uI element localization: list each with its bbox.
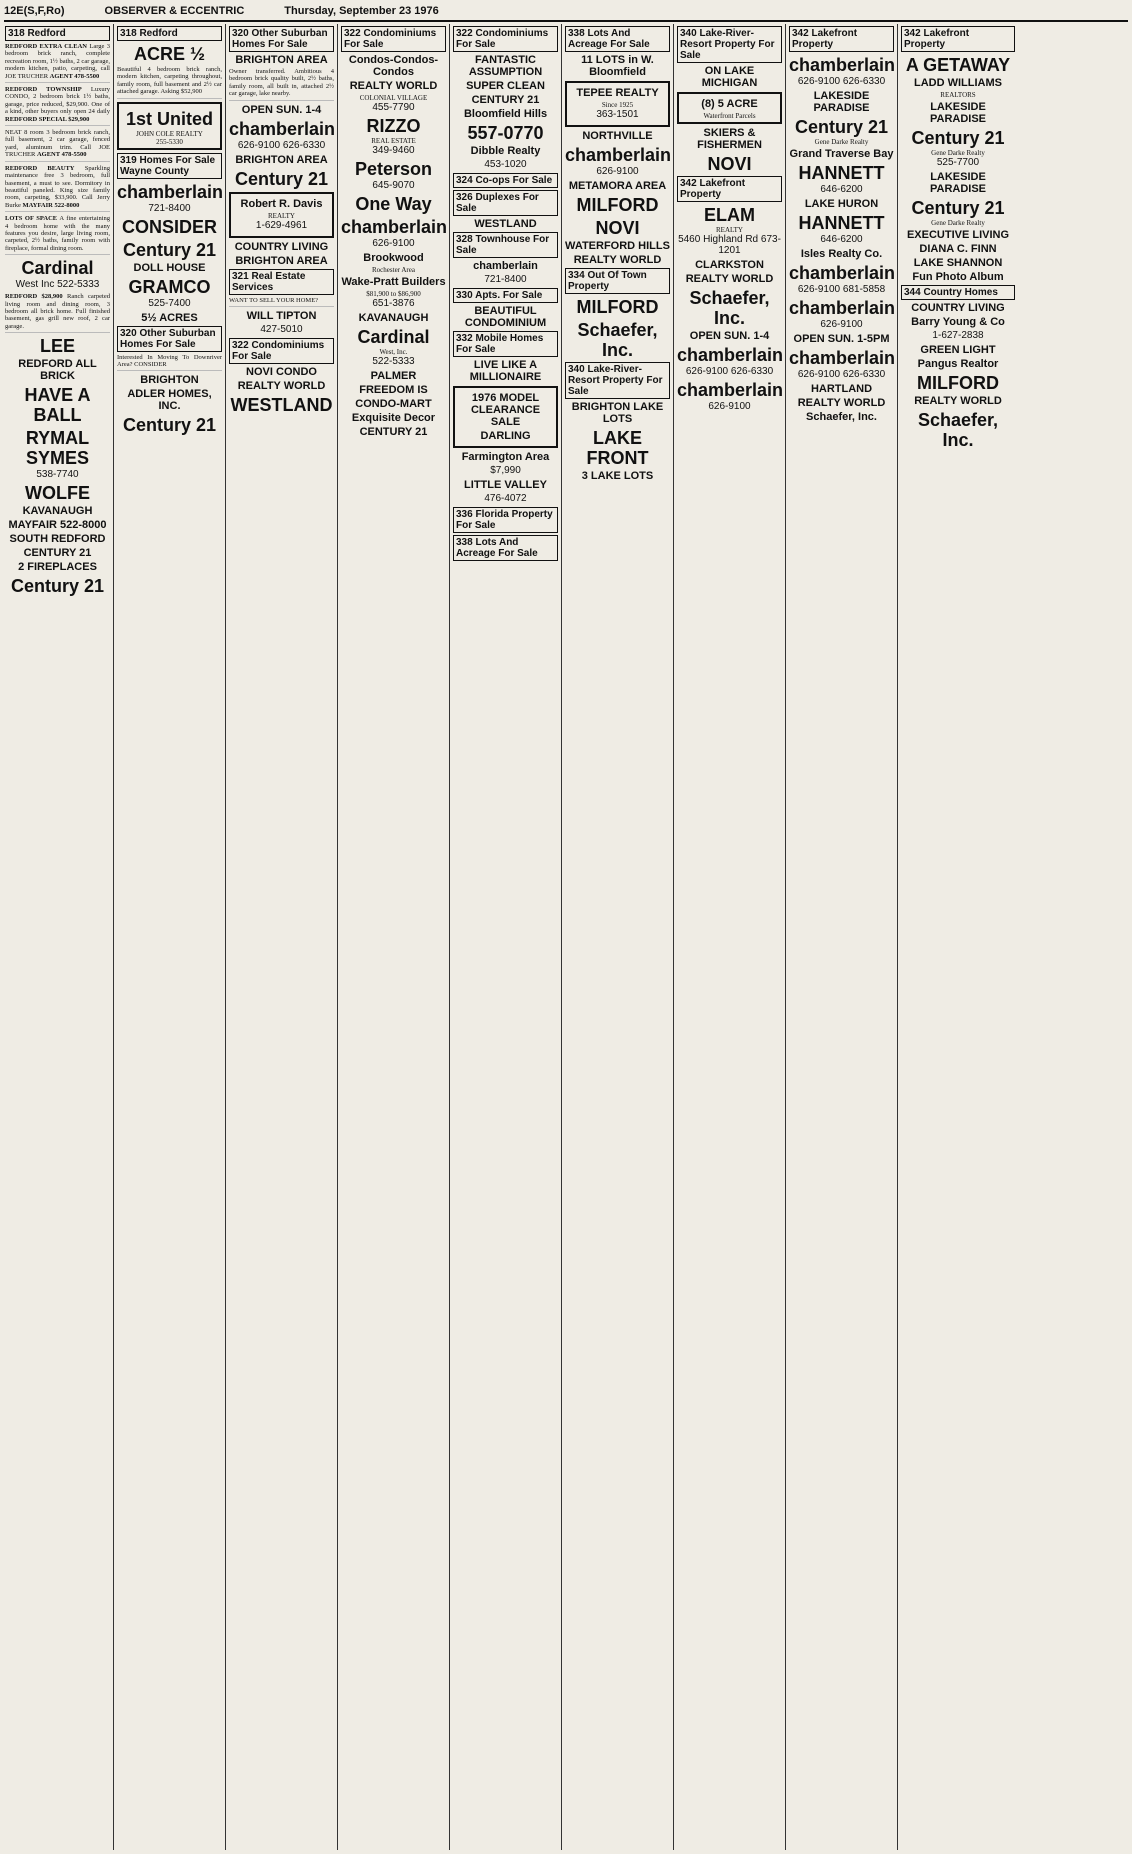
- ad-banner: LIVE LIKE A MILLIONAIRE: [469, 359, 542, 383]
- ad-banner: REALTY WORLD: [797, 397, 886, 409]
- ad-banner: chamberlain: [789, 298, 896, 318]
- listing: [5, 129, 110, 162]
- section-heading: 324 Co-ops For Sale: [453, 173, 558, 188]
- ad-sub: $81,900 to $86,900: [366, 290, 421, 298]
- ad-phone: 721-8400: [148, 202, 191, 214]
- ad-banner: Exquisite Decor: [351, 412, 436, 424]
- ad-banner: BRIGHTON: [140, 374, 199, 387]
- ad-banner: Bloomfield Hills: [463, 108, 548, 120]
- ad-banner: SUPER CLEAN: [466, 80, 545, 92]
- section-heading: 322 Condominiums For Sale: [229, 338, 334, 364]
- ad-banner: 5½ ACRES: [141, 311, 198, 324]
- ad-sub: Waterfront Parcels: [703, 112, 756, 120]
- ad-banner: 1st United: [125, 108, 213, 129]
- ad-sub: Since 1925: [601, 101, 634, 109]
- ad-phone: 255-5330: [156, 137, 183, 146]
- ad-banner: NOVI: [595, 218, 640, 238]
- ad-banner: 1976 MODEL CLEARANCE SALE: [470, 392, 541, 428]
- ad-phone: 646-6200: [820, 234, 863, 245]
- issue-date: Thursday, September 23 1976: [284, 5, 439, 17]
- ad-phone: 626-9100 626-6330: [237, 139, 326, 151]
- section-heading: 342 Lakefront Property: [677, 176, 782, 202]
- ad-banner: Dibble Realty: [470, 145, 541, 157]
- listing-text: Beautiful 4 bedroom brick ranch, modern kitchen, carpeting throughout, family room, full basement and 2½ car attached garage. Asking $52,900: [117, 66, 222, 99]
- ad-banner: OPEN SUN. 1-4: [689, 330, 770, 342]
- ad-banner: chamberlain: [229, 118, 336, 139]
- listing-title: REDFORD BEAUTY: [5, 164, 75, 172]
- ad-banner: Century 21: [234, 168, 329, 189]
- column-7: [674, 24, 786, 1850]
- ad-banner: CLARKSTON: [695, 259, 764, 271]
- listing-text: Interested In Moving To Downriver Area? CONSIDER: [117, 354, 222, 372]
- listing-contact: MAYFAIR 522-8000: [22, 201, 80, 209]
- section-heading: 340 Lake-River-Resort Property For Sale: [677, 26, 782, 63]
- column-2: [114, 24, 226, 1850]
- ad-sub: Rochester Area: [372, 266, 415, 274]
- ad-sub: West, Inc.: [379, 348, 408, 356]
- ad-banner: chamberlain: [565, 145, 672, 165]
- listing-text: Owner transferred. Ambitious 4 bedroom brick quality built, 2½ baths, family room, all built in, attached 2½ car garage, lake nearby.: [229, 68, 334, 101]
- ad-banner: GREEN LIGHT: [920, 344, 996, 356]
- ad-phone: 651-3876: [372, 298, 415, 309]
- ad-banner: MILFORD: [917, 373, 999, 393]
- ad-banner: 3 LAKE LOTS: [581, 470, 654, 482]
- listing-title: LOTS OF SPACE: [5, 215, 58, 223]
- ad-banner: LAKE HURON: [804, 198, 879, 210]
- listing-text: Luxury CONDO, 2 bedroom brick 1½ baths, garage, price reduced, $29,900. One of a kind, other buyers only open 24 daily: [5, 86, 110, 116]
- ad-banner: WATERFORD HILLS: [565, 240, 670, 252]
- ad-phone: 626-9100: [820, 319, 863, 330]
- ad-banner: Brookwood: [363, 252, 424, 264]
- page-number: 12E(S,F,Ro): [4, 5, 65, 17]
- ad-banner: ADLER HOMES, INC.: [127, 388, 212, 413]
- ad-box: [565, 81, 670, 127]
- section-heading: 319 Homes For Sale Wayne County: [117, 153, 222, 179]
- ad-phone: 626-9100 626-6330: [797, 76, 886, 87]
- ad-banner: MILFORD: [576, 195, 659, 215]
- ad-banner: COUNTRY LIVING: [234, 240, 329, 253]
- ad-banner: Farmington Area: [461, 451, 550, 463]
- ad-phone: 349-9460: [372, 145, 415, 156]
- ad-banner: SOUTH REDFORD: [9, 533, 106, 546]
- ad-banner: LAKE FRONT: [586, 428, 649, 468]
- masthead: [4, 2, 1128, 22]
- ad-sub: Gene Darke Realty: [931, 149, 985, 157]
- ad-banner: Cardinal: [21, 258, 94, 279]
- ad-banner: LADD WILLIAMS: [914, 77, 1002, 89]
- ad-banner: FREEDOM IS: [359, 384, 428, 396]
- section-heading: 334 Out Of Town Property: [565, 268, 670, 294]
- ad-banner: chamberlain: [789, 348, 896, 368]
- ad-phone: 476-4072: [484, 493, 527, 504]
- ad-banner: A GETAWAY: [905, 55, 1011, 75]
- listing-contact: AGENT 478-5500: [49, 72, 100, 80]
- ad-banner: chamberlain: [677, 380, 784, 400]
- section-heading: 328 Townhouse For Sale: [453, 232, 558, 258]
- ad-phone: 1-627-2838: [932, 330, 984, 341]
- ad-phone: 538-7740: [36, 469, 79, 481]
- listing: [5, 215, 110, 255]
- ad-banner: REALTY WORLD: [685, 273, 774, 285]
- column-6: [562, 24, 674, 1850]
- ad-sub: REAL ESTATE: [371, 137, 416, 145]
- ad-phone: 525-7700: [936, 157, 980, 168]
- ad-sub: REALTY: [268, 211, 295, 220]
- ad-sub: REALTY: [716, 226, 743, 234]
- ad-banner: LEE: [39, 336, 75, 357]
- ad-banner: HAVE A BALL: [24, 385, 91, 426]
- ad-phone: 1-629-4961: [255, 219, 308, 231]
- ad-banner: KAVANAUGH: [358, 312, 429, 324]
- column-5: [450, 24, 562, 1850]
- ad-banner: Schaefer, Inc.: [577, 320, 658, 360]
- ad-banner: KAVANAUGH: [22, 505, 93, 518]
- ad-banner: MAYFAIR 522-8000: [8, 519, 107, 532]
- ad-banner: FANTASTIC ASSUMPTION: [468, 54, 543, 78]
- ad-banner: MILFORD: [576, 297, 659, 317]
- column-8: [786, 24, 898, 1850]
- ad-banner: GRAMCO: [128, 276, 211, 297]
- ad-banner: REDFORD ALL BRICK: [18, 358, 97, 383]
- ad-banner: Barry Young & Co: [911, 316, 1005, 328]
- section-heading: 332 Mobile Homes For Sale: [453, 331, 558, 357]
- ad-banner: chamberlain: [473, 260, 538, 272]
- ad-sub: REALTORS: [940, 91, 976, 99]
- listing: [5, 293, 110, 333]
- ad-banner: NOVI: [707, 154, 752, 174]
- ad-banner: Century 21: [911, 128, 1005, 148]
- ad-banner: REALTY WORLD: [237, 380, 326, 393]
- ad-phone: 522-5333: [372, 356, 415, 367]
- column-4: [338, 24, 450, 1850]
- ad-phone: 525-7400: [148, 297, 191, 309]
- ad-banner: Condos-Condos-Condos: [348, 54, 439, 78]
- ad-banner: 2 FIREPLACES: [18, 561, 97, 574]
- ad-banner: BRIGHTON LAKE LOTS: [571, 401, 664, 425]
- ad-banner: TEPEE REALTY: [576, 87, 659, 99]
- section-heading: 340 Lake-River-Resort Property For Sale: [565, 362, 670, 399]
- listing-text: A fine entertaining 4 bedroom home with the many features you desire, large living room, carpeted, 2½ baths, family room with fireplace, formal dining room.: [5, 215, 110, 252]
- ad-banner: One Way: [355, 194, 432, 214]
- section-heading: 342 Lakefront Property: [901, 26, 1015, 52]
- section-heading: 318 Redford: [5, 26, 110, 41]
- listing-title: REDFORD EXTRA CLEAN: [5, 43, 87, 50]
- ad-banner: ACRE ½: [133, 44, 205, 64]
- ad-banner: LAKESIDE PARADISE: [813, 90, 870, 114]
- column-9: [898, 24, 1018, 1850]
- section-heading: 338 Lots And Acreage For Sale: [565, 26, 670, 52]
- ad-banner: COUNTRY LIVING: [911, 302, 1005, 314]
- ad-banner: Pangus Realtor: [917, 358, 999, 370]
- ad-banner: EXECUTIVE LIVING: [906, 229, 1010, 241]
- ad-phone: 626-9100: [372, 238, 415, 249]
- ad-phone: 721-8400: [484, 274, 527, 285]
- ad-banner: CENTURY 21: [471, 94, 540, 106]
- ad-banner: chamberlain: [789, 263, 896, 283]
- section-heading: 342 Lakefront Property: [789, 26, 894, 52]
- ad-phone: 363-1501: [596, 109, 639, 120]
- ad-banner: Century 21: [122, 415, 217, 436]
- ad-banner: HARTLAND: [810, 383, 873, 395]
- ad-banner: Century 21: [10, 576, 105, 597]
- ad-banner: chamberlain: [341, 217, 448, 237]
- ad-banner: WOLFE: [25, 483, 90, 504]
- ad-banner: REALTY WORLD: [349, 80, 438, 92]
- ad-phone: 626-9100: [596, 166, 639, 177]
- section-heading: 320 Other Suburban Homes For Sale: [229, 26, 334, 52]
- ad-phone: 5460 Highland Rd 673-1201: [678, 234, 781, 256]
- classified-columns: [2, 24, 1130, 1850]
- ad-phone: 626-9100: [708, 401, 751, 412]
- ad-sub: Gene Darke Realty: [931, 219, 985, 227]
- ad-banner: RIZZO: [366, 116, 421, 136]
- ad-banner: Schaefer, Inc.: [689, 288, 770, 328]
- ad-banner: REALTY WORLD: [914, 395, 1002, 407]
- column-1: [2, 24, 114, 1850]
- ad-banner: 11 LOTS in W. Bloomfield: [581, 54, 654, 78]
- ad-phone: 453-1020: [484, 159, 527, 170]
- listing: [5, 165, 110, 212]
- ad-banner: DIANA C. FINN: [919, 243, 997, 255]
- section-heading: 344 Country Homes: [901, 285, 1015, 300]
- ad-banner: DARLING: [480, 430, 531, 442]
- ad-banner: chamberlain: [789, 55, 896, 75]
- section-heading: 321 Real Estate Services: [229, 269, 334, 295]
- listing: [5, 43, 110, 83]
- ad-banner: BRIGHTON AREA: [235, 153, 328, 166]
- ad-phone: 646-6200: [820, 184, 863, 195]
- ad-banner: ELAM: [704, 205, 755, 225]
- ad-banner: LAKESIDE PARADISE: [929, 101, 987, 125]
- listing: [5, 86, 110, 126]
- section-heading: 320 Other Suburban Homes For Sale: [117, 326, 222, 352]
- ad-banner: Century 21: [794, 117, 889, 137]
- ad-banner: Cardinal: [357, 327, 430, 347]
- ad-phone: 626-9100 626-6330: [685, 366, 774, 377]
- listing-contact: AGENT 478-5500: [36, 151, 87, 159]
- ad-banner: REALTY WORLD: [573, 254, 662, 266]
- ad-banner: DOLL HOUSE: [133, 261, 206, 274]
- section-heading: 336 Florida Property For Sale: [453, 507, 558, 533]
- ad-phone: 626-9100 681-5858: [797, 284, 886, 295]
- section-heading: 330 Apts. For Sale: [453, 288, 558, 303]
- ad-banner: OPEN SUN. 1-5PM: [793, 333, 890, 345]
- ad-banner: Wake-Pratt Builders: [341, 276, 446, 288]
- ad-banner: Fun Photo Album: [912, 271, 1004, 283]
- ad-banner: LAKESIDE PARADISE: [929, 171, 987, 195]
- ad-banner: Century 21: [122, 239, 217, 260]
- listing-title: REDFORD $28,900: [5, 293, 63, 301]
- ad-banner: ON LAKE MICHIGAN: [701, 65, 758, 89]
- listing-title: REDFORD TOWNSHIP: [5, 86, 82, 94]
- section-heading: 326 Duplexes For Sale: [453, 190, 558, 216]
- ad-banner: LITTLE VALLEY: [464, 479, 547, 491]
- ad-banner: Isles Realty Co.: [800, 248, 883, 260]
- ad-banner: CENTURY 21: [23, 547, 92, 560]
- ad-banner: chamberlain: [677, 345, 784, 365]
- ad-banner: Grand Traverse Bay: [789, 148, 894, 160]
- ad-banner: Century 21: [911, 198, 1005, 218]
- column-3: [226, 24, 338, 1850]
- ad-banner: Peterson: [354, 159, 433, 179]
- ad-phone: 626-9100 626-6330: [797, 369, 886, 380]
- ad-box: [453, 386, 558, 448]
- ad-banner: (8) 5 ACRE: [701, 98, 758, 110]
- ad-sub: JOHN COLE REALTY: [136, 129, 203, 138]
- ad-sub: Gene Darke Realty: [814, 138, 869, 146]
- ad-banner: NOVI CONDO: [246, 366, 317, 379]
- ad-banner: BRIGHTON AREA: [235, 54, 328, 66]
- ad-box: [117, 102, 222, 150]
- ad-banner: LAKE SHANNON: [913, 257, 1003, 269]
- ad-banner: 557-0770: [467, 123, 544, 143]
- ad-banner: Schaefer, Inc.: [806, 411, 877, 423]
- listing-text: Ranch carpeted living room and dining room, 3 bedroom all brick home. Full finished basement, gas grill new roof, 2 car garage.: [5, 293, 111, 330]
- ad-phone: 427-5010: [260, 324, 303, 336]
- ad-banner: CONDO-MART: [355, 398, 432, 410]
- section-heading: 322 Condominiums For Sale: [453, 26, 558, 52]
- section-heading: 322 Condominiums For Sale: [341, 26, 446, 52]
- ad-banner: RYMAL SYMES: [25, 428, 90, 469]
- ad-banner: PALMER: [370, 370, 417, 382]
- ad-phone: 645-9070: [372, 180, 415, 191]
- ad-banner: SKIERS & FISHERMEN: [697, 127, 762, 151]
- ad-banner: Schaefer, Inc.: [917, 410, 999, 450]
- ad-banner: WESTLAND: [474, 218, 537, 230]
- ad-phone: $7,990: [490, 465, 521, 476]
- ad-sub: COLONIAL VILLAGE: [359, 94, 428, 102]
- listing-text: WANT TO SELL YOUR HOME?: [229, 297, 334, 307]
- listing-text: NEAT 8 room 3 bedroom brick ranch, full basement, 2 car garage, fenced yard, aluminum trim. Call JOE TRUCHER: [5, 129, 110, 159]
- ad-banner: HANNETT: [798, 163, 885, 183]
- ad-banner: CENTURY 21: [359, 426, 428, 438]
- ad-phone-number: 522-5333: [57, 279, 100, 291]
- ad-banner: OPEN SUN. 1-4: [241, 103, 322, 116]
- ad-banner: HANNETT: [798, 213, 885, 233]
- ad-banner: WESTLAND: [230, 395, 333, 416]
- ad-banner: NORTHVILLE: [582, 130, 653, 142]
- listing-text: Sparkling maintenance free 3 bedroom, full basement, a must to see. Dormitory in beautiful paneled. King size family room, carpeting, $33,900. Call Jerry Burke: [5, 164, 111, 209]
- ad-phone: [5, 279, 110, 290]
- ad-banner: CONSIDER: [121, 216, 217, 237]
- ad-banner: BRIGHTON AREA: [235, 254, 328, 267]
- ad-sub: West Inc: [15, 279, 55, 291]
- ad-banner: Robert R. Davis: [240, 197, 323, 210]
- listing-contact: REDFORD SPECIAL $29,900: [5, 115, 90, 123]
- ad-banner: chamberlain: [117, 181, 224, 202]
- ad-phone: 455-7790: [372, 102, 415, 113]
- paper-name: OBSERVER & ECCENTRIC: [104, 5, 245, 17]
- ad-banner: WILL TIPTON: [246, 310, 317, 323]
- listing-text: Large 3 bedroom brick ranch, complete recreation room, 1½ baths, 2 car garage, modern kitchen, patio, carpeting, call JOE TRUCHER: [5, 43, 110, 80]
- section-heading: 318 Redford: [117, 26, 222, 41]
- ad-box: [229, 192, 334, 238]
- ad-banner: BEAUTIFUL CONDOMINIUM: [464, 305, 547, 329]
- section-heading: 338 Lots And Acreage For Sale: [453, 535, 558, 561]
- ad-box: [677, 92, 782, 124]
- ad-banner: METAMORA AREA: [568, 180, 667, 192]
